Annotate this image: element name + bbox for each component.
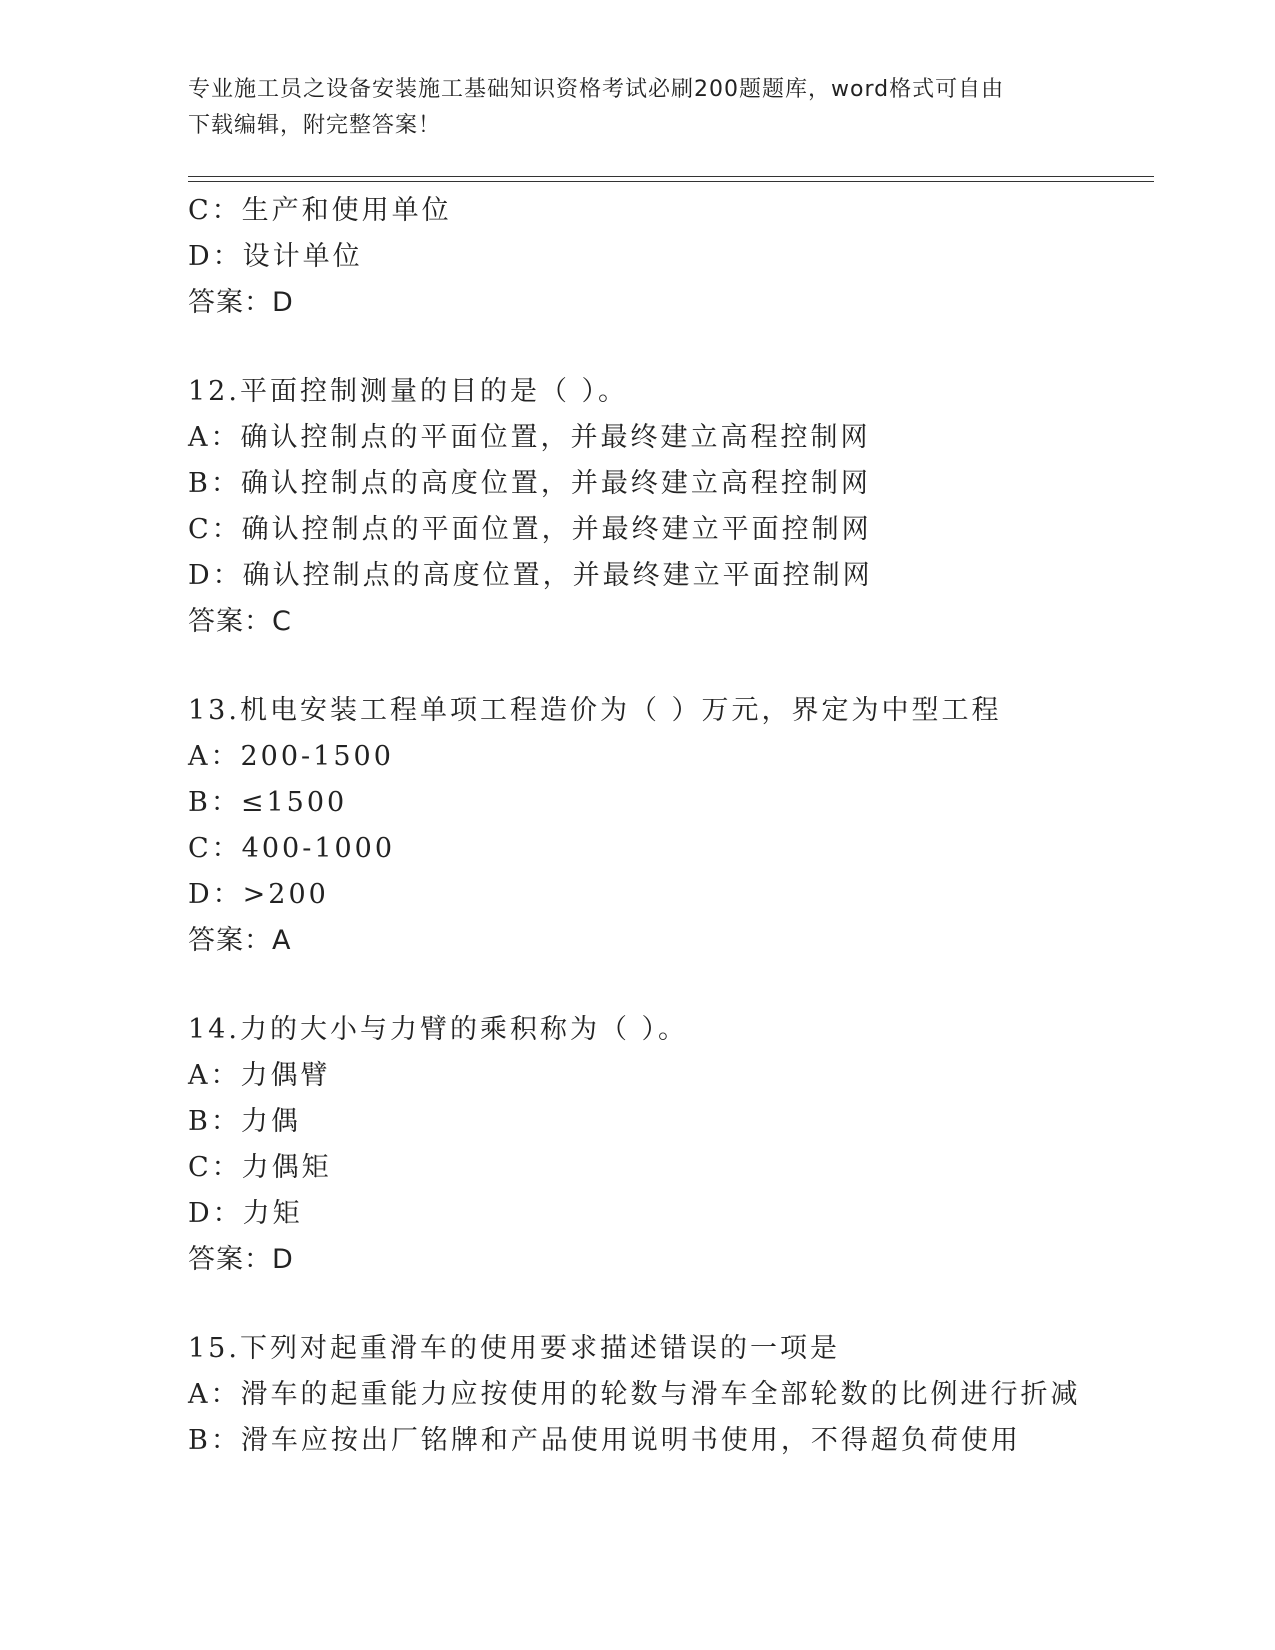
answer: 答案：A xyxy=(188,925,292,956)
previous-question-tail xyxy=(188,188,1154,326)
option-b: B：≤1500 xyxy=(188,787,348,818)
option-d: D：力矩 xyxy=(188,1198,303,1229)
header-line-1: 专业施工员之设备安装施工基础知识资格考试必刷200题题库，word格式可自由 xyxy=(188,77,1005,102)
question-stem: 12.平面控制测量的目的是（ ）。 xyxy=(188,376,629,407)
question-14 xyxy=(188,1007,1154,1283)
option-b: B：力偶 xyxy=(188,1106,301,1137)
option-b: B：确认控制点的高度位置，并最终建立高程控制网 xyxy=(188,468,871,499)
answer: 答案：D xyxy=(188,1244,294,1275)
header-rule-top xyxy=(188,176,1154,177)
option-c: C：确认控制点的平面位置，并最终建立平面控制网 xyxy=(188,514,872,545)
document-header xyxy=(188,72,1088,144)
question-12 xyxy=(188,369,1154,645)
answer: 答案：C xyxy=(188,606,292,637)
option-b: B：滑车应按出厂铭牌和产品使用说明书使用，不得超负荷使用 xyxy=(188,1425,1021,1456)
option-a: A：确认控制点的平面位置，并最终建立高程控制网 xyxy=(188,422,871,453)
question-15 xyxy=(188,1326,1154,1464)
option-c: C：生产和使用单位 xyxy=(188,195,452,226)
option-a: A：力偶臂 xyxy=(188,1060,331,1091)
question-stem: 15.下列对起重滑车的使用要求描述错误的一项是 xyxy=(188,1333,840,1364)
option-a: A：200-1500 xyxy=(188,741,394,772)
header-rule-bottom xyxy=(188,181,1154,182)
option-d: D：确认控制点的高度位置，并最终建立平面控制网 xyxy=(188,560,873,591)
option-d: D：设计单位 xyxy=(188,241,363,272)
option-d: D：>200 xyxy=(188,879,329,910)
answer: 答案：D xyxy=(188,287,294,318)
option-c: C：400-1000 xyxy=(188,833,396,864)
question-list xyxy=(188,188,1154,1464)
option-a: A：滑车的起重能力应按使用的轮数与滑车全部轮数的比例进行折减 xyxy=(188,1379,1081,1410)
header-line-2: 下载编辑，附完整答案！ xyxy=(188,113,442,138)
question-13 xyxy=(188,688,1154,964)
option-c: C：力偶矩 xyxy=(188,1152,332,1183)
question-stem: 14.力的大小与力臂的乘积称为（ ）。 xyxy=(188,1014,689,1045)
question-stem: 13.机电安装工程单项工程造价为（ ）万元，界定为中型工程 xyxy=(188,695,1002,726)
